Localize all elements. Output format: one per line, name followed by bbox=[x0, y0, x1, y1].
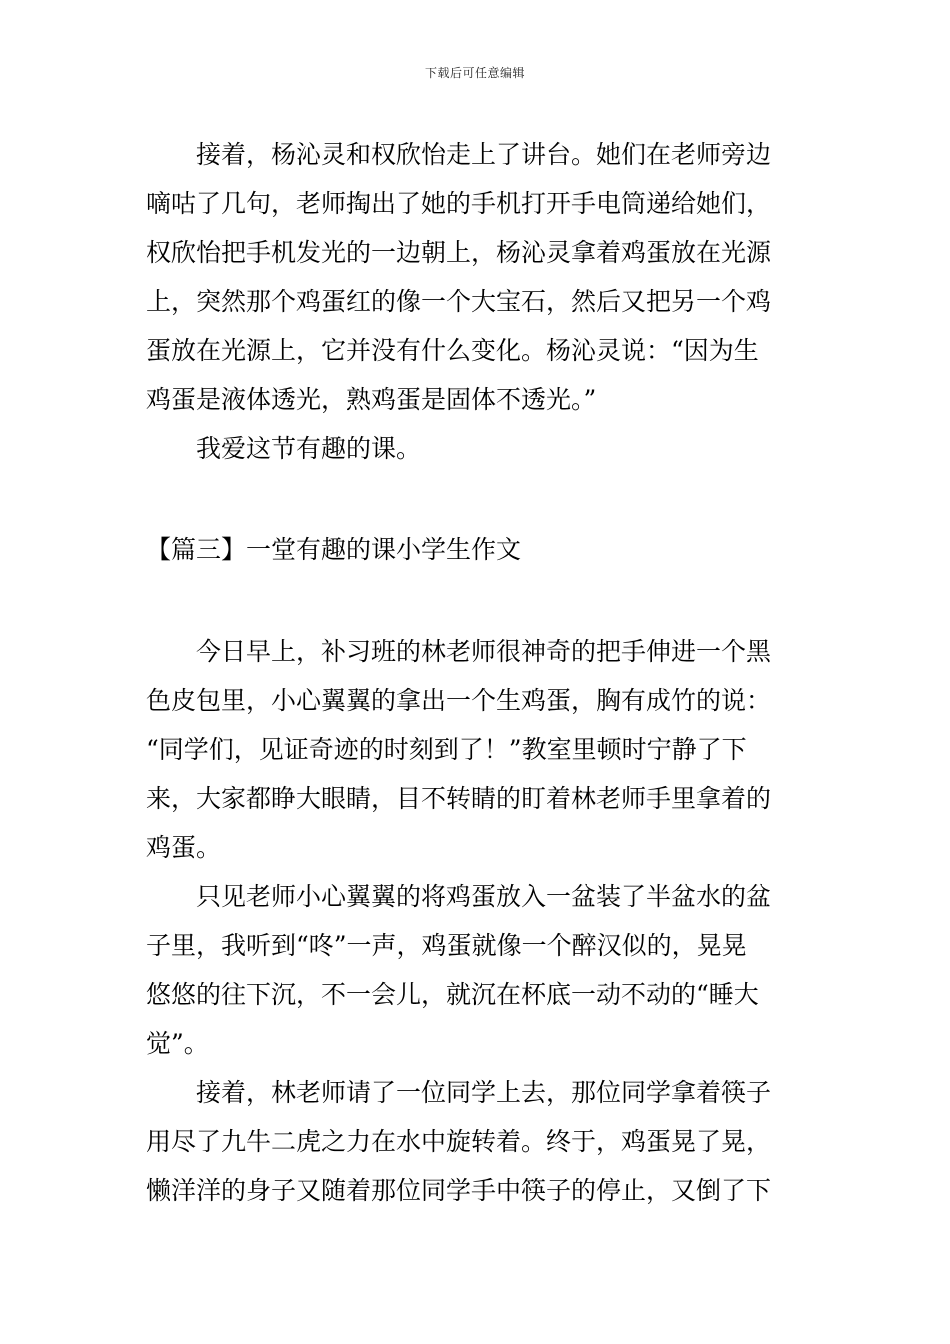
text-line: 悠悠的往下沉，不一会儿，就沉在杯底一动不动的“睡大 bbox=[146, 980, 759, 1009]
text-line: 只见老师小心翼翼的将鸡蛋放入一盆装了半盆水的盆 bbox=[196, 882, 772, 911]
text-line: 我爱这节有趣的课。 bbox=[196, 434, 422, 463]
text-line: 接着，林老师请了一位同学上去，那位同学拿着筷子 bbox=[196, 1078, 772, 1107]
text-line: 色皮包里，小心翼翼的拿出一个生鸡蛋，胸有成竹的说： bbox=[146, 686, 772, 715]
text-line: 子里，我听到“咚”一声，鸡蛋就像一个醉汉似的，晃晃 bbox=[146, 931, 747, 960]
text-line: 用尽了九牛二虎之力在水中旋转着。终于，鸡蛋晃了晃， bbox=[146, 1127, 772, 1156]
page-header: 下载后可任意编辑 bbox=[424, 66, 525, 80]
section-title: 【篇三】一堂有趣的课小学生作文 bbox=[146, 535, 522, 564]
paragraph bbox=[146, 627, 806, 872]
text-line: 蛋放在光源上，它并没有什么变化。杨沁灵说：“因为生 bbox=[146, 336, 759, 365]
paragraph bbox=[146, 872, 806, 1068]
text-line: 上，突然那个鸡蛋红的像一个大宝石，然后又把另一个鸡 bbox=[146, 287, 772, 316]
text-line: 权欣怡把手机发光的一边朝上，杨沁灵拿着鸡蛋放在光源 bbox=[146, 238, 772, 267]
text-line: 懒洋洋的身子又随着那位同学手中筷子的停止，又倒了下 bbox=[146, 1176, 772, 1205]
text-line: 今日早上，补习班的林老师很神奇的把手伸进一个黑 bbox=[196, 637, 772, 666]
section-1-body bbox=[146, 130, 806, 473]
text-line: 嘀咕了几句，老师掏出了她的手机打开手电筒递给她们， bbox=[146, 189, 772, 218]
text-line: “同学们，见证奇迹的时刻到了！”教室里顿时宁静了下 bbox=[146, 735, 747, 764]
text-line: 来，大家都睁大眼睛，目不转睛的盯着林老师手里拿着的 bbox=[146, 784, 772, 813]
paragraph bbox=[146, 1068, 806, 1215]
paragraph bbox=[146, 130, 806, 424]
text-line: 觉”。 bbox=[146, 1029, 209, 1058]
text-line: 鸡蛋是液体透光，熟鸡蛋是固体不透光。” bbox=[146, 385, 597, 414]
text-line: 接着，杨沁灵和权欣怡走上了讲台。她们在老师旁边 bbox=[196, 140, 772, 169]
section-2-body bbox=[146, 627, 806, 1215]
paragraph bbox=[146, 424, 806, 473]
text-line: 鸡蛋。 bbox=[146, 833, 222, 862]
